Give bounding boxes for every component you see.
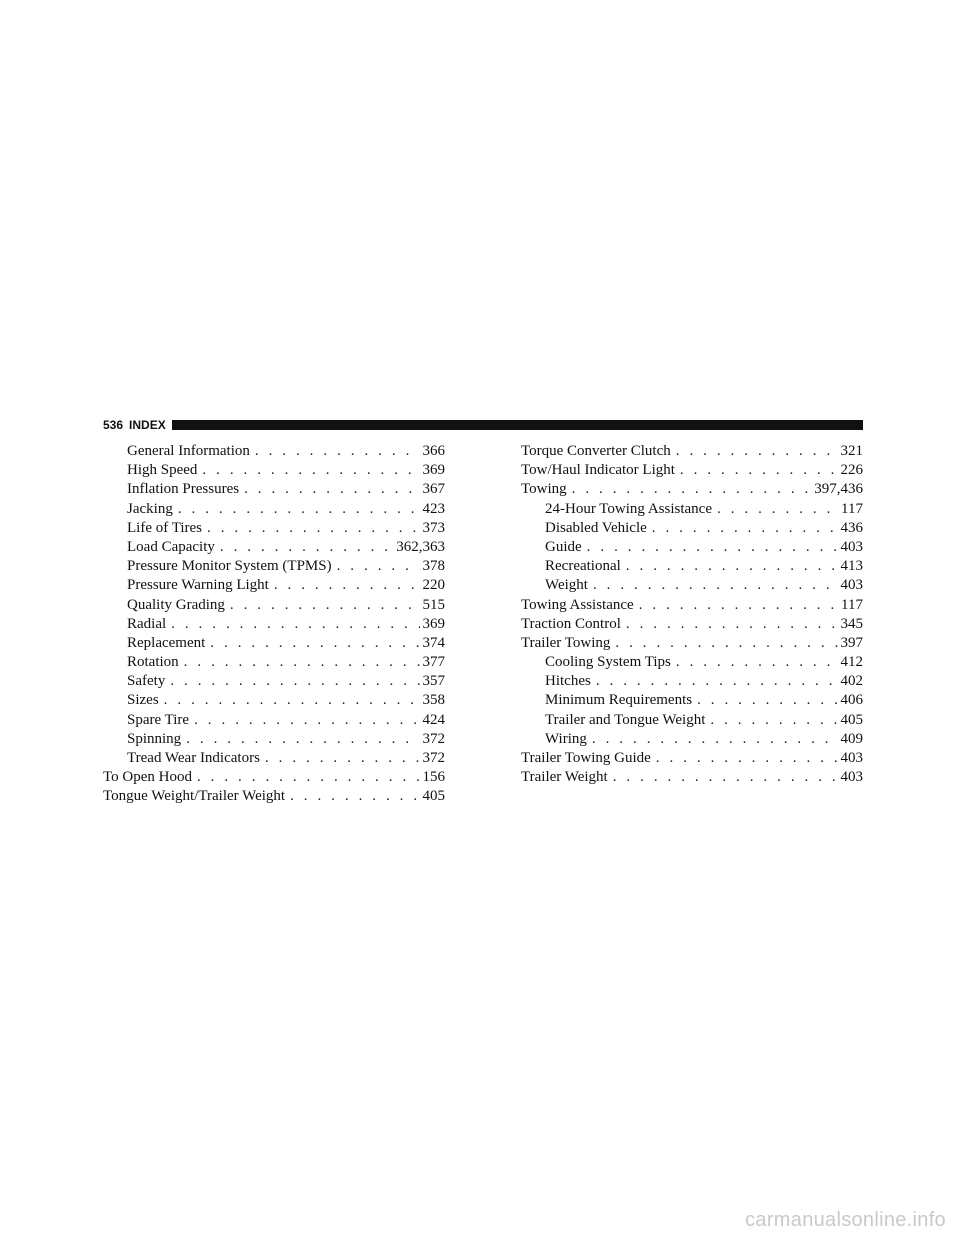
index-entry — [521, 768, 863, 787]
index-column-right — [521, 442, 863, 787]
index-entry — [521, 500, 863, 519]
index-page-ref: 377 — [422, 654, 445, 671]
index-term: Recreational — [545, 558, 621, 575]
index-term: Weight — [545, 577, 588, 594]
index-column-left — [103, 442, 445, 807]
index-term: Towing Assistance — [521, 596, 634, 613]
index-page-ref: 345 — [840, 615, 863, 632]
index-entry — [103, 442, 445, 461]
dot-leader — [656, 749, 838, 768]
index-entry — [521, 519, 863, 538]
index-entry — [521, 634, 863, 653]
index-term: Life of Tires — [127, 519, 202, 536]
dot-leader — [639, 596, 838, 615]
index-term: Towing — [521, 481, 567, 498]
dot-leader — [220, 538, 393, 557]
dot-leader — [164, 691, 420, 710]
index-entry — [103, 538, 445, 557]
dot-leader — [626, 615, 838, 634]
index-entry — [103, 480, 445, 499]
index-entry — [103, 519, 445, 538]
index-entry — [103, 768, 445, 787]
index-entry — [521, 557, 863, 576]
watermark: carmanualsonline.info — [745, 1209, 946, 1231]
index-entry — [521, 576, 863, 595]
index-entry — [521, 615, 863, 634]
index-term: Replacement — [127, 634, 206, 651]
index-entry — [103, 787, 445, 806]
index-page-ref: 362,363 — [396, 538, 445, 555]
index-page-ref: 409 — [840, 730, 863, 747]
dot-leader — [697, 691, 837, 710]
dot-leader — [676, 442, 838, 461]
index-term: Pressure Monitor System (TPMS) — [127, 558, 332, 575]
index-page-ref: 397 — [840, 634, 863, 651]
section-title: INDEX — [129, 418, 166, 432]
dot-leader — [615, 634, 837, 653]
page-number: 536 — [103, 418, 124, 432]
index-entry — [103, 557, 445, 576]
index-page-ref: 373 — [422, 519, 445, 536]
index-page-ref: 405 — [840, 711, 863, 728]
dot-leader — [202, 461, 419, 480]
dot-leader — [652, 519, 838, 538]
dot-leader — [210, 634, 419, 653]
index-term: Spare Tire — [127, 711, 190, 728]
index-page-ref: 515 — [422, 596, 445, 613]
index-page-ref: 402 — [840, 673, 863, 690]
dot-leader — [676, 653, 838, 672]
dot-leader — [244, 480, 419, 499]
dot-leader — [230, 596, 420, 615]
dot-leader — [290, 787, 419, 806]
index-page-ref: 366 — [422, 443, 445, 459]
index-entry — [521, 596, 863, 615]
index-entry — [103, 711, 445, 730]
index-page-ref: 367 — [422, 481, 445, 498]
index-term: Wiring — [545, 730, 587, 747]
index-term: Sizes — [127, 692, 159, 709]
index-term: Guide — [545, 538, 582, 555]
index-page-ref: 436 — [840, 519, 863, 536]
index-term: Trailer and Tongue Weight — [545, 711, 706, 728]
dot-leader — [613, 768, 838, 787]
index-term: Inflation Pressures — [127, 481, 240, 498]
dot-leader — [184, 653, 420, 672]
index-term: Torque Converter Clutch — [521, 443, 671, 459]
index-entry — [103, 596, 445, 615]
index-term: Tongue Weight/Trailer Weight — [103, 788, 286, 805]
index-term: Hitches — [545, 673, 591, 690]
index-page-ref: 423 — [422, 500, 445, 517]
index-entry — [521, 730, 863, 749]
index-page-ref: 406 — [840, 692, 863, 709]
dot-leader — [170, 672, 419, 691]
index-term: Minimum Requirements — [545, 692, 693, 709]
index-term: High Speed — [127, 462, 198, 479]
index-page-ref: 357 — [422, 673, 445, 690]
index-page-ref: 374 — [422, 634, 445, 651]
page-header — [103, 418, 863, 432]
dot-leader — [596, 672, 838, 691]
index-term: Pressure Warning Light — [127, 577, 269, 594]
index-entry — [103, 749, 445, 768]
index-entry — [103, 653, 445, 672]
index-term: Rotation — [127, 654, 179, 671]
index-term: Tow/Haul Indicator Light — [521, 462, 675, 479]
index-term: General Information — [127, 443, 250, 459]
dot-leader — [171, 615, 419, 634]
index-entry — [103, 461, 445, 480]
dot-leader — [717, 500, 838, 519]
dot-leader — [337, 557, 420, 576]
dot-leader — [587, 538, 838, 557]
index-entry — [103, 672, 445, 691]
index-page-ref: 413 — [840, 558, 863, 575]
dot-leader — [626, 557, 838, 576]
index-page-ref: 226 — [840, 462, 863, 479]
index-page-ref: 156 — [422, 769, 445, 786]
index-term: 24-Hour Towing Assistance — [545, 500, 712, 517]
index-entry — [521, 538, 863, 557]
dot-leader — [255, 442, 420, 461]
dot-leader — [178, 500, 420, 519]
index-page-ref: 117 — [841, 596, 863, 613]
index-entry — [103, 691, 445, 710]
index-term: To Open Hood — [103, 769, 192, 786]
dot-leader — [274, 576, 420, 595]
index-page-ref: 372 — [422, 750, 445, 766]
index-entry — [521, 653, 863, 672]
index-page-ref: 403 — [840, 577, 863, 594]
index-entry — [521, 461, 863, 480]
index-page-ref: 397,436 — [814, 481, 863, 498]
index-page-ref: 358 — [422, 692, 445, 709]
dot-leader — [265, 749, 420, 768]
index-term: Tread Wear Indicators — [127, 750, 260, 766]
index-term: Quality Grading — [127, 596, 225, 613]
dot-leader — [207, 519, 420, 538]
index-entry — [103, 615, 445, 634]
dot-leader — [592, 730, 838, 749]
index-entry — [103, 730, 445, 749]
index-term: Cooling System Tips — [545, 654, 671, 671]
index-page-ref: 405 — [422, 788, 445, 805]
index-term: Trailer Towing — [521, 634, 611, 651]
index-term: Safety — [127, 673, 166, 690]
dot-leader — [710, 711, 837, 730]
index-page-ref: 220 — [422, 577, 445, 594]
index-term: Trailer Towing Guide — [521, 750, 651, 766]
index-term: Radial — [127, 615, 167, 632]
index-entry — [103, 576, 445, 595]
index-term: Spinning — [127, 730, 182, 747]
index-term: Trailer Weight — [521, 769, 608, 786]
dot-leader — [186, 730, 419, 749]
index-page-ref: 403 — [840, 769, 863, 786]
index-entry — [521, 442, 863, 461]
index-entry — [521, 691, 863, 710]
dot-leader — [680, 461, 838, 480]
dot-leader — [572, 480, 812, 499]
index-entry — [521, 749, 863, 768]
index-page-ref: 372 — [422, 730, 445, 747]
dot-leader — [593, 576, 838, 595]
dot-leader — [197, 768, 420, 787]
index-term: Jacking — [127, 500, 173, 517]
index-entry — [521, 711, 863, 730]
index-page-ref: 403 — [840, 538, 863, 555]
index-page-ref: 403 — [840, 750, 863, 766]
dot-leader — [194, 711, 419, 730]
index-term: Traction Control — [521, 615, 621, 632]
index-page-ref: 378 — [422, 558, 445, 575]
index-entry — [521, 480, 863, 499]
index-page-ref: 369 — [422, 462, 445, 479]
index-page-ref: 424 — [422, 711, 445, 728]
index-entry — [521, 672, 863, 691]
index-page-ref: 369 — [422, 615, 445, 632]
index-page-ref: 412 — [840, 654, 863, 671]
index-entry — [103, 500, 445, 519]
index-page-ref: 117 — [841, 500, 863, 517]
index-page-ref: 321 — [840, 443, 863, 459]
index-entry — [103, 634, 445, 653]
header-rule — [172, 420, 863, 430]
index-term: Load Capacity — [127, 538, 215, 555]
index-term: Disabled Vehicle — [545, 519, 647, 536]
